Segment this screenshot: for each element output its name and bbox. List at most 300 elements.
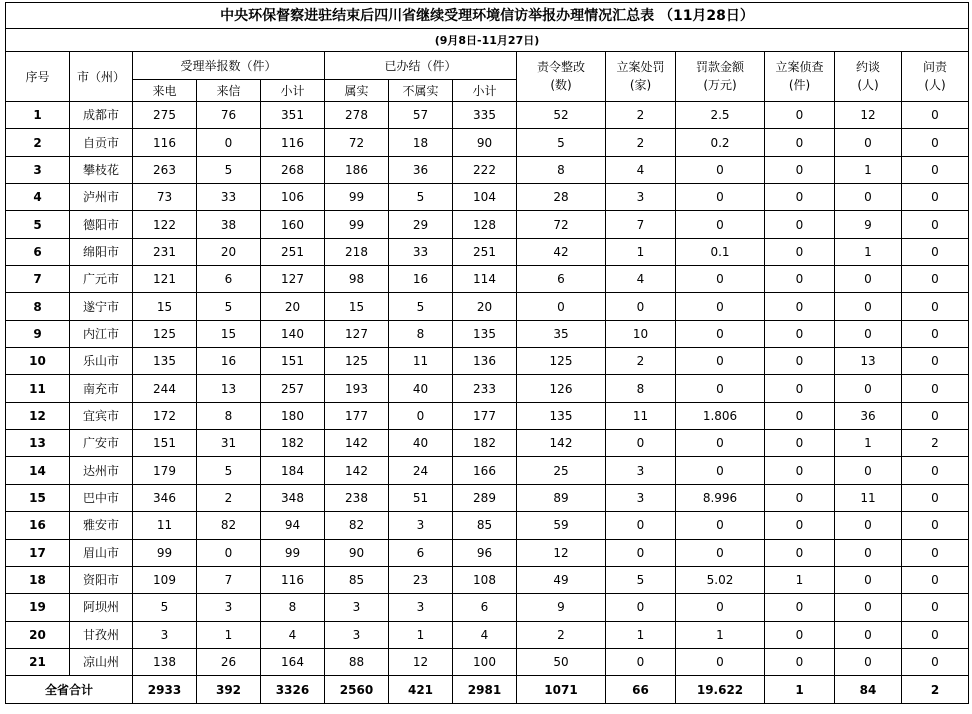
cell-letter: 38 — [197, 211, 261, 238]
cell-true: 3 — [325, 621, 389, 648]
cell-true: 90 — [325, 539, 389, 566]
cell-accountability: 0 — [902, 621, 969, 648]
cell-accountability: 0 — [902, 102, 969, 129]
cell-interview: 0 — [835, 621, 902, 648]
cell-true: 88 — [325, 648, 389, 675]
cell-index: 11 — [6, 375, 70, 402]
total-true: 2560 — [325, 676, 389, 704]
cell-rectify: 89 — [517, 484, 606, 511]
cell-received-subtotal: 348 — [261, 484, 325, 511]
cell-received-subtotal: 4 — [261, 621, 325, 648]
cell-done-subtotal: 4 — [453, 621, 517, 648]
cell-done-subtotal: 104 — [453, 184, 517, 211]
cell-phone: 125 — [133, 320, 197, 347]
cell-investigation: 0 — [765, 211, 835, 238]
cell-done-subtotal: 177 — [453, 402, 517, 429]
cell-fine: 0 — [676, 539, 765, 566]
cell-true: 72 — [325, 129, 389, 156]
cell-interview: 0 — [835, 648, 902, 675]
cell-false: 36 — [389, 156, 453, 183]
cell-letter: 5 — [197, 156, 261, 183]
cell-true: 142 — [325, 430, 389, 457]
cell-phone: 116 — [133, 129, 197, 156]
cell-penalty: 1 — [606, 621, 676, 648]
header-received-letter: 来信 — [197, 80, 261, 102]
cell-rectify: 135 — [517, 402, 606, 429]
cell-city: 宜宾市 — [70, 402, 133, 429]
cell-penalty: 0 — [606, 594, 676, 621]
cell-interview: 0 — [835, 320, 902, 347]
cell-interview: 0 — [835, 184, 902, 211]
cell-penalty: 7 — [606, 211, 676, 238]
cell-true: 3 — [325, 594, 389, 621]
cell-fine: 8.996 — [676, 484, 765, 511]
cell-done-subtotal: 20 — [453, 293, 517, 320]
cell-penalty: 2 — [606, 348, 676, 375]
cell-index: 4 — [6, 184, 70, 211]
cell-city: 广元市 — [70, 266, 133, 293]
cell-false: 5 — [389, 184, 453, 211]
cell-investigation: 0 — [765, 648, 835, 675]
cell-false: 24 — [389, 457, 453, 484]
cell-penalty: 8 — [606, 375, 676, 402]
cell-interview: 0 — [835, 293, 902, 320]
cell-penalty: 3 — [606, 184, 676, 211]
total-penalty: 66 — [606, 676, 676, 704]
cell-investigation: 0 — [765, 621, 835, 648]
cell-interview: 0 — [835, 129, 902, 156]
cell-penalty: 4 — [606, 266, 676, 293]
table-row — [6, 293, 969, 320]
table-row — [6, 621, 969, 648]
cell-index: 10 — [6, 348, 70, 375]
cell-fine: 1.806 — [676, 402, 765, 429]
cell-investigation: 0 — [765, 238, 835, 265]
cell-false: 5 — [389, 293, 453, 320]
cell-false: 33 — [389, 238, 453, 265]
cell-received-subtotal: 140 — [261, 320, 325, 347]
cell-penalty: 3 — [606, 457, 676, 484]
cell-true: 142 — [325, 457, 389, 484]
cell-true: 186 — [325, 156, 389, 183]
table-row — [6, 430, 969, 457]
cell-fine: 0 — [676, 375, 765, 402]
header-received-group: 受理举报数（件） — [133, 52, 325, 80]
cell-letter: 2 — [197, 484, 261, 511]
cell-received-subtotal: 106 — [261, 184, 325, 211]
cell-letter: 0 — [197, 539, 261, 566]
cell-city: 泸州市 — [70, 184, 133, 211]
cell-fine: 0 — [676, 457, 765, 484]
cell-false: 16 — [389, 266, 453, 293]
cell-city: 乐山市 — [70, 348, 133, 375]
cell-accountability: 0 — [902, 266, 969, 293]
cell-false: 18 — [389, 129, 453, 156]
cell-index: 18 — [6, 566, 70, 593]
cell-index: 20 — [6, 621, 70, 648]
cell-letter: 26 — [197, 648, 261, 675]
cell-accountability: 0 — [902, 156, 969, 183]
header-done-subtotal: 小计 — [453, 80, 517, 102]
total-fine: 19.622 — [676, 676, 765, 704]
cell-done-subtotal: 90 — [453, 129, 517, 156]
cell-true: 99 — [325, 211, 389, 238]
cell-done-subtotal: 128 — [453, 211, 517, 238]
cell-letter: 0 — [197, 129, 261, 156]
cell-penalty: 1 — [606, 238, 676, 265]
cell-accountability: 0 — [902, 320, 969, 347]
cell-city: 凉山州 — [70, 648, 133, 675]
cell-false: 12 — [389, 648, 453, 675]
cell-received-subtotal: 99 — [261, 539, 325, 566]
cell-rectify: 8 — [517, 156, 606, 183]
cell-investigation: 0 — [765, 348, 835, 375]
table-row — [6, 348, 969, 375]
cell-rectify: 5 — [517, 129, 606, 156]
cell-true: 177 — [325, 402, 389, 429]
cell-phone: 135 — [133, 348, 197, 375]
cell-received-subtotal: 182 — [261, 430, 325, 457]
cell-false: 29 — [389, 211, 453, 238]
cell-letter: 5 — [197, 293, 261, 320]
cell-accountability: 0 — [902, 293, 969, 320]
cell-index: 15 — [6, 484, 70, 511]
cell-letter: 6 — [197, 266, 261, 293]
cell-phone: 151 — [133, 430, 197, 457]
cell-interview: 0 — [835, 375, 902, 402]
cell-received-subtotal: 20 — [261, 293, 325, 320]
table-body — [6, 102, 969, 676]
cell-city: 甘孜州 — [70, 621, 133, 648]
cell-phone: 138 — [133, 648, 197, 675]
table-row — [6, 566, 969, 593]
cell-fine: 5.02 — [676, 566, 765, 593]
header-city: 市（州） — [70, 52, 133, 102]
cell-letter: 31 — [197, 430, 261, 457]
cell-index: 12 — [6, 402, 70, 429]
cell-received-subtotal: 257 — [261, 375, 325, 402]
cell-rectify: 2 — [517, 621, 606, 648]
cell-phone: 109 — [133, 566, 197, 593]
cell-letter: 16 — [197, 348, 261, 375]
cell-received-subtotal: 151 — [261, 348, 325, 375]
cell-accountability: 0 — [902, 211, 969, 238]
header-interview: 约谈 (人) — [835, 52, 902, 102]
cell-city: 攀枝花 — [70, 156, 133, 183]
cell-letter: 7 — [197, 566, 261, 593]
table-row — [6, 266, 969, 293]
cell-investigation: 0 — [765, 430, 835, 457]
cell-phone: 15 — [133, 293, 197, 320]
cell-false: 3 — [389, 512, 453, 539]
cell-phone: 73 — [133, 184, 197, 211]
date-range: (9月8日-11月27日) — [6, 29, 969, 52]
cell-index: 13 — [6, 430, 70, 457]
cell-true: 218 — [325, 238, 389, 265]
cell-investigation: 0 — [765, 539, 835, 566]
cell-phone: 121 — [133, 266, 197, 293]
cell-accountability: 0 — [902, 539, 969, 566]
total-interview: 84 — [835, 676, 902, 704]
cell-false: 3 — [389, 594, 453, 621]
cell-interview: 11 — [835, 484, 902, 511]
cell-phone: 172 — [133, 402, 197, 429]
cell-done-subtotal: 135 — [453, 320, 517, 347]
cell-investigation: 0 — [765, 129, 835, 156]
cell-received-subtotal: 8 — [261, 594, 325, 621]
cell-phone: 99 — [133, 539, 197, 566]
cell-penalty: 0 — [606, 648, 676, 675]
cell-fine: 0.1 — [676, 238, 765, 265]
cell-phone: 244 — [133, 375, 197, 402]
cell-city: 眉山市 — [70, 539, 133, 566]
total-accountability: 2 — [902, 676, 969, 704]
cell-fine: 0.2 — [676, 129, 765, 156]
cell-fine: 0 — [676, 594, 765, 621]
cell-index: 19 — [6, 594, 70, 621]
cell-letter: 1 — [197, 621, 261, 648]
cell-index: 17 — [6, 539, 70, 566]
cell-rectify: 59 — [517, 512, 606, 539]
cell-false: 51 — [389, 484, 453, 511]
table-row — [6, 129, 969, 156]
cell-done-subtotal: 335 — [453, 102, 517, 129]
cell-interview: 0 — [835, 457, 902, 484]
cell-interview: 0 — [835, 594, 902, 621]
cell-phone: 5 — [133, 594, 197, 621]
cell-city: 南充市 — [70, 375, 133, 402]
total-received: 3326 — [261, 676, 325, 704]
table-row — [6, 375, 969, 402]
cell-fine: 0 — [676, 348, 765, 375]
cell-done-subtotal: 222 — [453, 156, 517, 183]
table-row — [6, 484, 969, 511]
cell-phone: 122 — [133, 211, 197, 238]
table-row — [6, 320, 969, 347]
cell-fine: 0 — [676, 211, 765, 238]
cell-interview: 9 — [835, 211, 902, 238]
cell-investigation: 0 — [765, 375, 835, 402]
total-done: 2981 — [453, 676, 517, 704]
cell-true: 127 — [325, 320, 389, 347]
cell-rectify: 6 — [517, 266, 606, 293]
cell-investigation: 0 — [765, 512, 835, 539]
cell-penalty: 11 — [606, 402, 676, 429]
cell-accountability: 0 — [902, 375, 969, 402]
cell-penalty: 0 — [606, 512, 676, 539]
header-investigation: 立案侦查 (件) — [765, 52, 835, 102]
cell-phone: 179 — [133, 457, 197, 484]
cell-city: 巴中市 — [70, 484, 133, 511]
cell-done-subtotal: 108 — [453, 566, 517, 593]
cell-letter: 33 — [197, 184, 261, 211]
cell-penalty: 5 — [606, 566, 676, 593]
cell-investigation: 0 — [765, 320, 835, 347]
cell-index: 14 — [6, 457, 70, 484]
cell-phone: 263 — [133, 156, 197, 183]
summary-table — [5, 2, 969, 704]
cell-interview: 1 — [835, 238, 902, 265]
table-row — [6, 539, 969, 566]
cell-accountability: 0 — [902, 184, 969, 211]
cell-letter: 13 — [197, 375, 261, 402]
cell-interview: 0 — [835, 266, 902, 293]
cell-fine: 0 — [676, 648, 765, 675]
cell-investigation: 0 — [765, 184, 835, 211]
cell-false: 40 — [389, 430, 453, 457]
header-received-subtotal: 小计 — [261, 80, 325, 102]
cell-false: 40 — [389, 375, 453, 402]
cell-false: 8 — [389, 320, 453, 347]
cell-city: 成都市 — [70, 102, 133, 129]
cell-done-subtotal: 166 — [453, 457, 517, 484]
cell-city: 达州市 — [70, 457, 133, 484]
cell-fine: 0 — [676, 184, 765, 211]
cell-rectify: 35 — [517, 320, 606, 347]
cell-letter: 82 — [197, 512, 261, 539]
cell-done-subtotal: 233 — [453, 375, 517, 402]
header-done-group: 已办结（件） — [325, 52, 517, 80]
cell-rectify: 49 — [517, 566, 606, 593]
cell-received-subtotal: 116 — [261, 566, 325, 593]
cell-index: 1 — [6, 102, 70, 129]
cell-letter: 20 — [197, 238, 261, 265]
cell-interview: 36 — [835, 402, 902, 429]
table-row — [6, 238, 969, 265]
header-received-phone: 来电 — [133, 80, 197, 102]
cell-city: 资阳市 — [70, 566, 133, 593]
cell-accountability: 0 — [902, 457, 969, 484]
cell-index: 7 — [6, 266, 70, 293]
cell-false: 11 — [389, 348, 453, 375]
cell-letter: 15 — [197, 320, 261, 347]
cell-index: 3 — [6, 156, 70, 183]
cell-accountability: 2 — [902, 430, 969, 457]
cell-rectify: 9 — [517, 594, 606, 621]
cell-received-subtotal: 116 — [261, 129, 325, 156]
cell-true: 82 — [325, 512, 389, 539]
cell-received-subtotal: 184 — [261, 457, 325, 484]
cell-rectify: 12 — [517, 539, 606, 566]
cell-false: 57 — [389, 102, 453, 129]
cell-index: 16 — [6, 512, 70, 539]
cell-done-subtotal: 6 — [453, 594, 517, 621]
cell-city: 德阳市 — [70, 211, 133, 238]
cell-accountability: 0 — [902, 129, 969, 156]
total-rectify: 1071 — [517, 676, 606, 704]
cell-phone: 3 — [133, 621, 197, 648]
cell-rectify: 28 — [517, 184, 606, 211]
cell-investigation: 0 — [765, 156, 835, 183]
cell-true: 278 — [325, 102, 389, 129]
cell-received-subtotal: 268 — [261, 156, 325, 183]
cell-penalty: 4 — [606, 156, 676, 183]
table-row — [6, 156, 969, 183]
cell-investigation: 0 — [765, 402, 835, 429]
cell-done-subtotal: 182 — [453, 430, 517, 457]
cell-city: 自贡市 — [70, 129, 133, 156]
cell-accountability: 0 — [902, 594, 969, 621]
cell-accountability: 0 — [902, 238, 969, 265]
header-done-false: 不属实 — [389, 80, 453, 102]
cell-true: 15 — [325, 293, 389, 320]
cell-received-subtotal: 94 — [261, 512, 325, 539]
cell-penalty: 2 — [606, 102, 676, 129]
cell-rectify: 50 — [517, 648, 606, 675]
cell-index: 5 — [6, 211, 70, 238]
table-row — [6, 512, 969, 539]
total-letter: 392 — [197, 676, 261, 704]
cell-index: 8 — [6, 293, 70, 320]
cell-true: 125 — [325, 348, 389, 375]
cell-done-subtotal: 100 — [453, 648, 517, 675]
cell-done-subtotal: 251 — [453, 238, 517, 265]
cell-penalty: 0 — [606, 293, 676, 320]
cell-interview: 0 — [835, 539, 902, 566]
cell-accountability: 0 — [902, 348, 969, 375]
cell-received-subtotal: 180 — [261, 402, 325, 429]
total-phone: 2933 — [133, 676, 197, 704]
cell-true: 238 — [325, 484, 389, 511]
cell-index: 21 — [6, 648, 70, 675]
cell-rectify: 52 — [517, 102, 606, 129]
cell-false: 6 — [389, 539, 453, 566]
total-investigation: 1 — [765, 676, 835, 704]
cell-done-subtotal: 289 — [453, 484, 517, 511]
cell-rectify: 42 — [517, 238, 606, 265]
cell-accountability: 0 — [902, 402, 969, 429]
cell-penalty: 10 — [606, 320, 676, 347]
total-label: 全省合计 — [6, 676, 133, 704]
cell-received-subtotal: 164 — [261, 648, 325, 675]
cell-phone: 231 — [133, 238, 197, 265]
cell-done-subtotal: 136 — [453, 348, 517, 375]
table-row — [6, 457, 969, 484]
cell-phone: 346 — [133, 484, 197, 511]
table-row — [6, 402, 969, 429]
cell-true: 99 — [325, 184, 389, 211]
cell-investigation: 0 — [765, 457, 835, 484]
cell-penalty: 2 — [606, 129, 676, 156]
cell-rectify: 25 — [517, 457, 606, 484]
cell-done-subtotal: 96 — [453, 539, 517, 566]
cell-fine: 1 — [676, 621, 765, 648]
cell-done-subtotal: 114 — [453, 266, 517, 293]
cell-fine: 0 — [676, 430, 765, 457]
cell-city: 内江市 — [70, 320, 133, 347]
cell-letter: 76 — [197, 102, 261, 129]
cell-penalty: 0 — [606, 539, 676, 566]
cell-index: 9 — [6, 320, 70, 347]
cell-rectify: 0 — [517, 293, 606, 320]
cell-fine: 0 — [676, 156, 765, 183]
cell-phone: 11 — [133, 512, 197, 539]
cell-received-subtotal: 351 — [261, 102, 325, 129]
cell-false: 0 — [389, 402, 453, 429]
header-done-true: 属实 — [325, 80, 389, 102]
cell-accountability: 0 — [902, 512, 969, 539]
cell-letter: 8 — [197, 402, 261, 429]
table-row — [6, 184, 969, 211]
cell-true: 193 — [325, 375, 389, 402]
cell-city: 绵阳市 — [70, 238, 133, 265]
cell-investigation: 0 — [765, 594, 835, 621]
cell-fine: 0 — [676, 512, 765, 539]
cell-received-subtotal: 127 — [261, 266, 325, 293]
cell-city: 广安市 — [70, 430, 133, 457]
cell-fine: 0 — [676, 293, 765, 320]
header-fine: 罚款金额 (万元) — [676, 52, 765, 102]
